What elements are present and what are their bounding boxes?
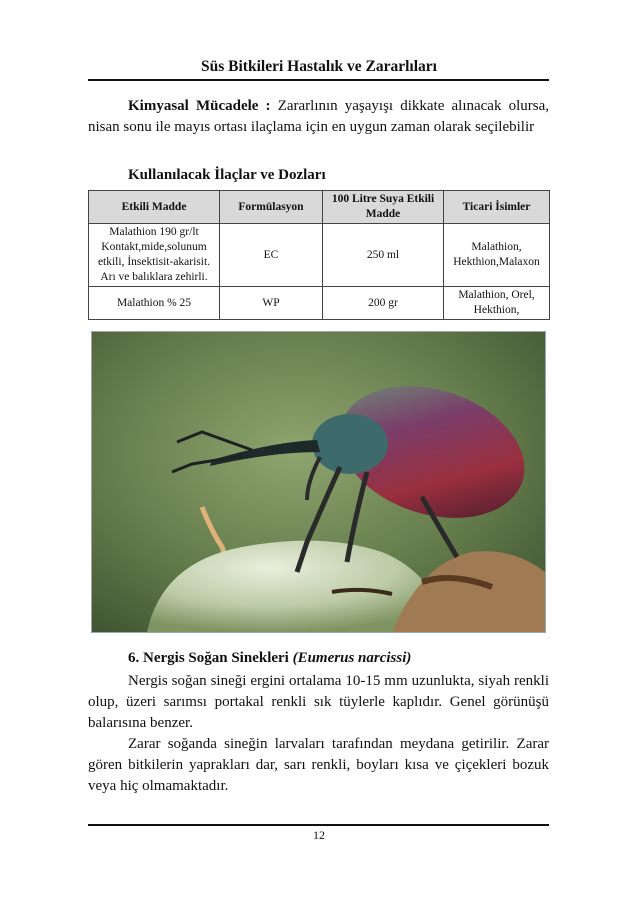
table-row [89,224,550,287]
footer-rule [88,824,549,826]
running-header: Süs Bitkileri Hastalık ve Zararlıları [201,58,437,75]
table-cell: WP [220,287,323,320]
table-cell: 250 ml [323,224,444,287]
section-title [128,650,411,667]
table-cell: Malathion % 25 [89,287,220,320]
header-rule [88,79,549,81]
col-header-dose: 100 Litre Suya Etkili Madde [323,191,444,224]
page-number: 12 [313,828,325,842]
dosage-table [88,190,550,320]
weevil-photo [91,331,546,633]
weevil-illustration [92,332,545,632]
section-paragraph-1: Nergis soğan sineği ergini ortalama 10-15 mm uzunlukta, siyah renkli olup, üzeri sarımsı portakal renkli sık tüylerle kaplıdır. Genel görünüşü balarısına benzer. [88,673,549,731]
col-header-formulation: Formülasyon [220,191,323,224]
table-cell: EC [220,224,323,287]
intro-paragraph [88,96,549,138]
table-header-row [89,191,550,224]
section-paragraph-2: Zarar soğanda sineğin larvaları tarafından meydana getirilir. Zarar gören bitkilerin yaprakları dar, sarı renkli, boyları kısa ve çiçekleri bozuk veya hiç olmamaktadır. [88,736,549,794]
section-paragraphs [88,671,549,797]
section-latin-name: (Eumerus narcissi) [292,650,412,666]
col-header-trade-names: Ticari İsimler [444,191,550,224]
table-cell: Malathion 190 gr/lt Kontakt,mide,solunum etkili, İnsektisit-akarisit. Arı ve balıklara zehirli. [89,224,220,287]
section-title-text: 6. Nergis Soğan Sinekleri [128,650,289,666]
intro-label: Kimyasal Mücadele : [128,98,271,114]
col-header-active-ingredient: Etkili Madde [89,191,220,224]
intro-text: Zararlının yaşayışı dikkate alınacak olursa, nisan sonu ile mayıs ortası ilaçlama için en uygun zaman olarak seçilebilir [88,98,549,135]
table-cell: Malathion, Orel, Hekthion, [444,287,550,320]
table-cell: 200 gr [323,287,444,320]
table-cell: Malathion, Hekthion,Malaxon [444,224,550,287]
table-row [89,287,550,320]
table-heading: Kullanılacak İlaçlar ve Dozları [128,167,326,183]
